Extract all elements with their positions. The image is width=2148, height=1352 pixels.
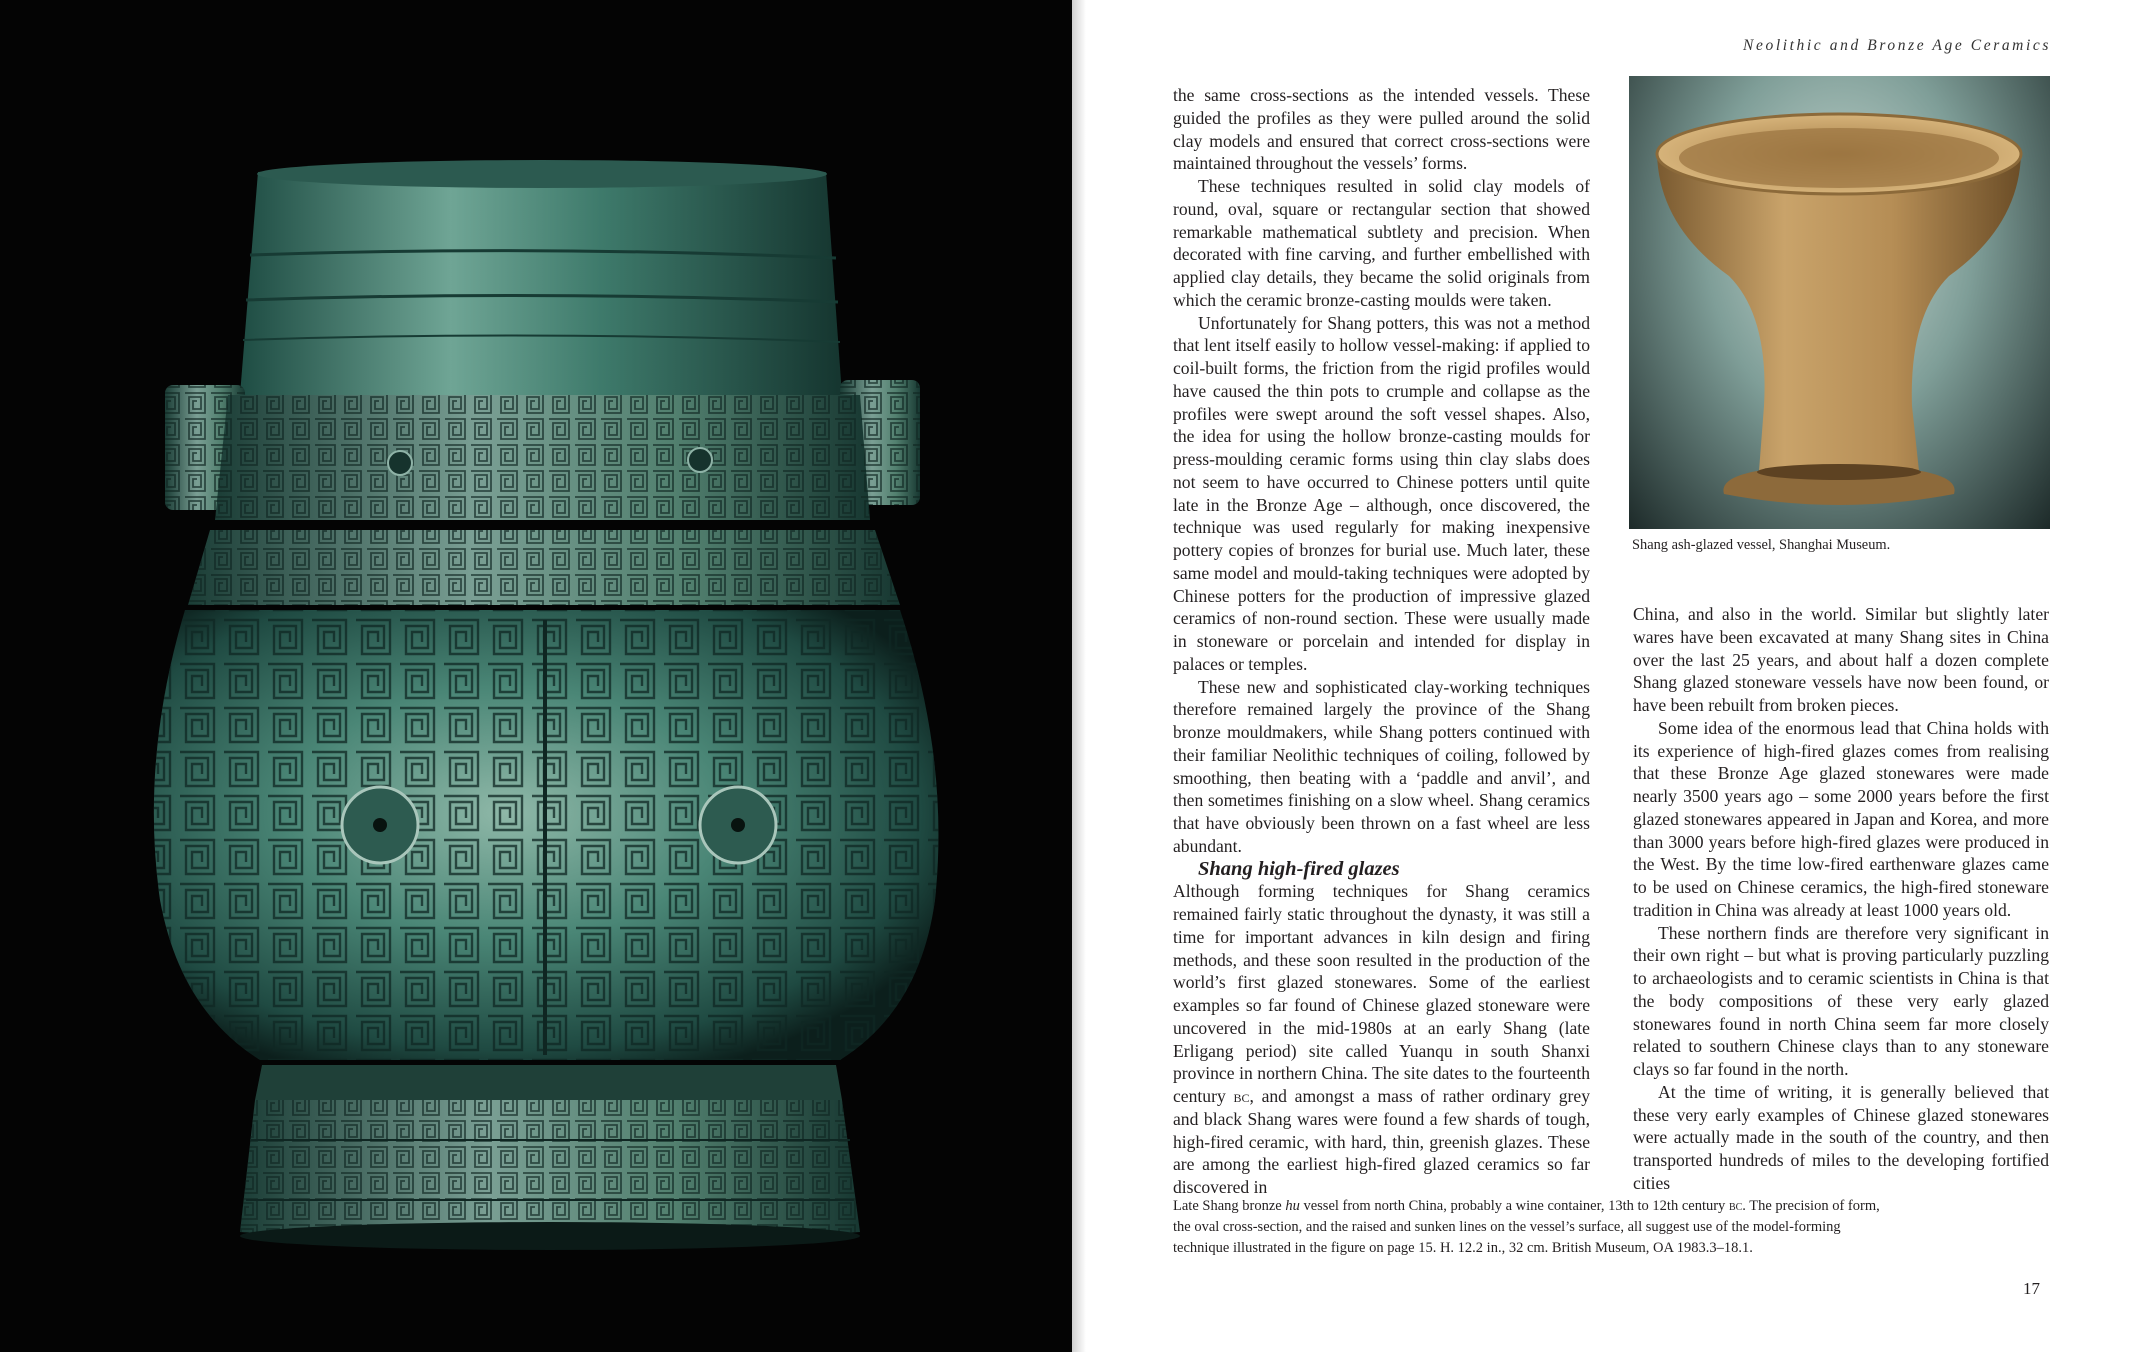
- paragraph: These northern finds are therefore very significant in their own right – but what is proving particularly puzzling to archaeologists and to ceramic scientists in China is that the body compositions of these very early glazed stonewares found in north China seem far more closely related to southern Chinese clays than to any stoneware clays so far found in the north.: [1633, 922, 2049, 1079]
- text-span: . The precision of form,: [1742, 1198, 1880, 1214]
- hu-term: hu: [1285, 1198, 1300, 1214]
- glazed-vessel-illustration: [1629, 76, 2050, 529]
- text-span: vessel from north China, probably a wine container, 13th to 12th century: [1299, 1198, 1729, 1214]
- text-column-left: [1173, 84, 1590, 1199]
- caption-line: the oval cross-section, and the raised and sunken lines on the vessel’s surface, all suggest use of the model-forming: [1173, 1219, 1841, 1235]
- paragraph: the same cross-sections as the intended vessels. These guided the profiles as they were pulled around the solid clay models and ensured that correct cross-sections were maintained throughout the vessels’ forms.: [1173, 85, 1590, 174]
- paragraph: At the time of writing, it is generally believed that these very early examples of Chinese glazed stonewares were actually made in the south of the country, and then transported hundreds of miles to the developing fortified cities: [1633, 1081, 2049, 1193]
- bc-abbrev: bc: [1233, 1086, 1250, 1106]
- paragraph: Unfortunately for Shang potters, this was not a method that lent itself easily to hollow vessel-making: if applied to coil-built forms, the friction from the rigid profiles would have caused the thin pots to crumple and collapse as the profiles were swept around the soft vessel shapes. Also, the idea for using the hollow bronze-casting moulds for press-moulding ceramic forms using thin clay slabs does not seem to have occurred to Chinese potters until quite late in the Bronze Age – although, once discovered, the technique was used regularly for making inexpensive pottery copies of bronzes for burial use. Much later, these same model and mould-taking techniques were adopted by Chinese potters for the production of impressive glazed ceramics of non-round section. These were usually made in stoneware or porcelain and intended for display in palaces or temples.: [1173, 312, 1590, 674]
- text-span: , and amongst a mass of rather ordinary grey and black Shang wares were found a few shards of tough, high-fired ceramic, with hard, thin, greenish glazes. These are among the earliest high-fired glazed ceramics so far discovered in: [1173, 1086, 1590, 1197]
- paragraph: [1173, 880, 1590, 1199]
- paragraph: Some idea of the enormous lead that China holds with its experience of high-fired glazes comes from realising that these Bronze Age glazed stonewares were made nearly 3500 years ago – some 2000 years before the first glazed stonewares appeared in Japan and Korea, and more than 3000 years before high-fired glazes were produced in the West. By the time low-fired earthenware glazes came to be used on Chinese ceramics, the high-fired stoneware tradition in China was already at least 1000 years old.: [1633, 717, 2049, 920]
- page-number: 17: [2023, 1279, 2040, 1298]
- bronze-vessel-illustration: [0, 0, 1072, 1352]
- photo-caption: Shang ash-glazed vessel, Shanghai Museum.: [1632, 537, 1891, 553]
- caption-line: technique illustrated in the figure on page 15. H. 12.2 in., 32 cm. British Museum, OA 1983.3–18.1.: [1173, 1240, 1753, 1256]
- figure-caption: [1173, 1196, 1963, 1259]
- text-column-right: [1633, 603, 2049, 1195]
- running-head: Neolithic and Bronze Age Ceramics: [1743, 37, 2051, 54]
- caption-line: [1173, 1196, 1963, 1217]
- section-subheading: Shang high-fired glazes: [1198, 857, 1400, 880]
- bc-abbrev: bc: [1728, 1198, 1743, 1214]
- paragraph: These new and sophisticated clay-working techniques therefore remained largely the province of the Shang bronze mouldmakers, while Shang potters continued with their familiar Neolithic techniques of coiling, followed by smoothing, then beating with a ‘paddle and anvil’, and then sometimes finishing on a slow wheel. Shang ceramics that have obviously been thrown on a fast wheel are less abundant.: [1173, 676, 1590, 856]
- paragraph: These techniques resulted in solid clay models of round, oval, square or rectangular section that showed remarkable mathematical subtlety and precision. When decorated with fine carving, and further embellished with applied clay details, they became the solid originals from which the ceramic bronze-casting moulds were taken.: [1173, 176, 1590, 310]
- text-span: Late Shang bronze: [1173, 1198, 1286, 1214]
- page-gutter: [1072, 0, 1086, 1352]
- paragraph: China, and also in the world. Similar but slightly later wares have been excavated at many Shang sites in China over the last 25 years, and about half a dozen complete Shang glazed stoneware vessels have now been found, or have been rebuilt from broken pieces.: [1633, 604, 2049, 715]
- shang-ash-glazed-vessel-photo: [1629, 76, 2050, 529]
- text-span: Although forming techniques for Shang ceramics remained fairly static throughout the dynasty, it was still a time for important advances in kiln design and firing methods, and these soon resulted in the production of the world’s first glazed stonewares. Some of the earliest examples so far found of Chinese glazed stoneware were uncovered in the mid-1980s at an early Shang (late Erligang period) site called Yuanqu in south Shanxi province in northern China. The site dates to the fourteenth century: [1173, 881, 1590, 1106]
- bronze-hu-vessel-photo: [0, 0, 1072, 1352]
